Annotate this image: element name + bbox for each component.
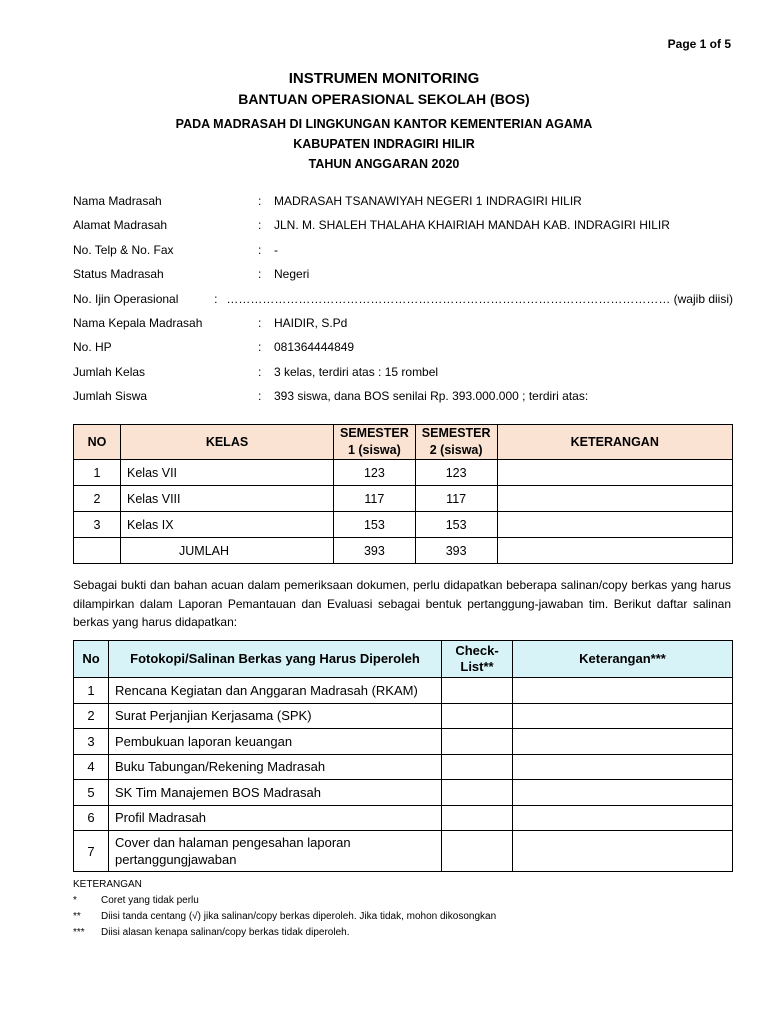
cell-berkas: Profil Madrasah xyxy=(109,805,442,831)
table-row xyxy=(74,512,733,538)
info-label: Jumlah Kelas xyxy=(73,364,146,379)
cell-semester-2: 123 xyxy=(415,460,497,486)
cell-no: 1 xyxy=(74,460,121,486)
cell-semester-1: 117 xyxy=(334,486,416,512)
cell-no: 6 xyxy=(74,805,109,831)
info-colon: : xyxy=(258,194,262,208)
table-total-row xyxy=(74,538,733,564)
cell-keterangan[interactable] xyxy=(513,729,733,755)
note-row xyxy=(73,909,496,925)
info-value: 3 kelas, terdiri atas : 15 rombel xyxy=(274,364,439,379)
cell-keterangan[interactable] xyxy=(513,703,733,729)
info-colon: : xyxy=(258,315,262,330)
note-mark: * xyxy=(73,895,77,906)
cell-no: 2 xyxy=(74,703,109,729)
cell-keterangan xyxy=(497,512,732,538)
cell-total-semester-2: 393 xyxy=(415,538,497,564)
cell-kelas: Kelas VIII xyxy=(121,486,334,512)
cell-no xyxy=(74,538,121,564)
document-header xyxy=(0,70,768,176)
cell-semester-2: 153 xyxy=(415,512,497,538)
info-row xyxy=(73,340,733,364)
cell-check-list[interactable] xyxy=(442,754,513,780)
cell-berkas: Buku Tabungan/Rekening Madrasah xyxy=(109,754,442,780)
info-label: No. Ijin Operasional xyxy=(73,291,179,306)
info-label: Status Madrasah xyxy=(73,267,164,282)
cell-berkas: Rencana Kegiatan dan Anggaran Madrasah (RKAM) xyxy=(109,678,442,704)
table-row xyxy=(74,805,733,831)
cell-no: 2 xyxy=(74,486,121,512)
header-line-5: TAHUN ANGGARAN 2020 xyxy=(308,157,460,171)
cell-keterangan[interactable] xyxy=(513,805,733,831)
info-row xyxy=(73,292,733,316)
info-label: No. HP xyxy=(73,340,112,355)
cell-semester-2: 117 xyxy=(415,486,497,512)
info-value: ………………………………………………………………………………………………… (wajib diisi) xyxy=(226,291,733,306)
table-header-row xyxy=(74,425,733,460)
cell-kelas: Kelas IX xyxy=(121,512,334,538)
col-keterangan: KETERANGAN xyxy=(497,425,732,460)
info-row xyxy=(73,243,733,267)
info-colon: : xyxy=(214,291,218,306)
info-row xyxy=(73,218,733,242)
cell-check-list[interactable] xyxy=(442,729,513,755)
cell-no: 4 xyxy=(74,754,109,780)
header-line-3: PADA MADRASAH DI LINGKUNGAN KANTOR KEMENTERIAN AGAMA xyxy=(175,117,593,131)
note-text: Diisi alasan kenapa salinan/copy berkas tidak diperoleh. xyxy=(101,927,350,938)
info-value: MADRASAH TSANAWIYAH NEGERI 1 INDRAGIRI HILIR xyxy=(274,194,582,208)
cell-check-list[interactable] xyxy=(442,780,513,806)
table-row xyxy=(74,678,733,704)
cell-berkas: Cover dan halaman pengesahan laporan pertanggungjawaban xyxy=(109,831,442,872)
cell-total-semester-1: 393 xyxy=(334,538,416,564)
cell-keterangan xyxy=(497,538,732,564)
info-row xyxy=(73,389,733,413)
cell-keterangan[interactable] xyxy=(513,831,733,872)
cell-keterangan[interactable] xyxy=(513,754,733,780)
cell-berkas: Pembukuan laporan keuangan xyxy=(109,729,442,755)
info-value: Negeri xyxy=(274,267,310,282)
col-keterangan: Keterangan*** xyxy=(513,641,733,678)
cell-no: 3 xyxy=(74,729,109,755)
table-row xyxy=(74,460,733,486)
info-value: HAIDIR, S.Pd xyxy=(274,315,348,330)
table-row xyxy=(74,486,733,512)
info-label: Alamat Madrasah xyxy=(73,218,168,233)
madrasah-info xyxy=(73,194,733,414)
document-title: INSTRUMEN MONITORING xyxy=(288,70,480,87)
table-row xyxy=(74,729,733,755)
header-line-4: KABUPATEN INDRAGIRI HILIR xyxy=(293,137,475,151)
cell-no: 7 xyxy=(74,831,109,872)
info-value: JLN. M. SHALEH THALAHA KHAIRIAH MANDAH KAB. INDRAGIRI HILIR xyxy=(274,218,670,233)
info-value: 081364444849 xyxy=(274,340,355,355)
document-subtitle: BANTUAN OPERASIONAL SEKOLAH (BOS) xyxy=(238,91,530,107)
cell-no: 5 xyxy=(74,780,109,806)
cell-jumlah-label: JUMLAH xyxy=(121,538,334,564)
keterangan-notes xyxy=(73,877,496,941)
cell-keterangan[interactable] xyxy=(513,678,733,704)
info-row xyxy=(73,365,733,389)
note-text: Diisi tanda centang (√) jika salinan/copy berkas diperoleh. Jika tidak, mohon dikosongkan xyxy=(101,911,497,922)
cell-berkas: SK Tim Manajemen BOS Madrasah xyxy=(109,780,442,806)
col-kelas: KELAS xyxy=(121,425,334,460)
kelas-table xyxy=(73,424,733,564)
info-label: Jumlah Siswa xyxy=(73,389,148,404)
cell-check-list[interactable] xyxy=(442,831,513,872)
cell-no: 3 xyxy=(74,512,121,538)
cell-kelas: Kelas VII xyxy=(121,460,334,486)
cell-keterangan[interactable] xyxy=(513,780,733,806)
table-row xyxy=(74,780,733,806)
page-number: Page 1 of 5 xyxy=(667,37,731,51)
note-row xyxy=(73,925,496,941)
info-row xyxy=(73,267,733,291)
info-colon: : xyxy=(258,389,262,404)
berkas-table xyxy=(73,640,733,872)
info-label: Nama Madrasah xyxy=(73,194,162,208)
keterangan-title: KETERANGAN xyxy=(73,879,142,890)
col-semester-2: SEMESTER 2 (siswa) xyxy=(415,425,497,460)
col-berkas: Fotokopi/Salinan Berkas yang Harus Diperoleh xyxy=(109,641,442,678)
info-colon: : xyxy=(258,218,262,233)
cell-semester-1: 153 xyxy=(334,512,416,538)
col-no: NO xyxy=(74,425,121,460)
info-value: - xyxy=(274,242,278,257)
table-row xyxy=(74,831,733,872)
cell-keterangan xyxy=(497,460,732,486)
note-row xyxy=(73,893,496,909)
info-colon: : xyxy=(258,364,262,379)
info-value: 393 siswa, dana BOS senilai Rp. 393.000.000 ; terdiri atas: xyxy=(274,389,589,404)
instruction-paragraph: Sebagai bukti dan bahan acuan dalam pemeriksaan dokumen, perlu didapatkan beberapa salinan/copy berkas yang harus dilampirkan dalam Laporan Pemantauan dan Evaluasi sebagai bentuk pertanggung-jawaban tim. Berikut daftar salinan berkas yang harus didapatkan: xyxy=(73,578,731,629)
info-row xyxy=(73,194,733,218)
table-header-row xyxy=(74,641,733,678)
cell-semester-1: 123 xyxy=(334,460,416,486)
note-mark: ** xyxy=(73,911,81,922)
col-no: No xyxy=(74,641,109,678)
table-row xyxy=(74,703,733,729)
cell-check-list[interactable] xyxy=(442,805,513,831)
info-colon: : xyxy=(258,242,262,257)
cell-no: 1 xyxy=(74,678,109,704)
cell-berkas: Surat Perjanjian Kerjasama (SPK) xyxy=(109,703,442,729)
cell-check-list[interactable] xyxy=(442,703,513,729)
cell-check-list[interactable] xyxy=(442,678,513,704)
note-mark: *** xyxy=(73,927,85,938)
info-label: No. Telp & No. Fax xyxy=(73,242,174,257)
info-colon: : xyxy=(258,267,262,282)
table-row xyxy=(74,754,733,780)
col-semester-1: SEMESTER 1 (siswa) xyxy=(334,425,416,460)
col-check-list: Check-List** xyxy=(442,641,513,678)
info-colon: : xyxy=(258,340,262,355)
info-label: Nama Kepala Madrasah xyxy=(73,315,203,330)
cell-keterangan xyxy=(497,486,732,512)
info-row xyxy=(73,316,733,340)
note-text: Coret yang tidak perlu xyxy=(101,895,199,906)
